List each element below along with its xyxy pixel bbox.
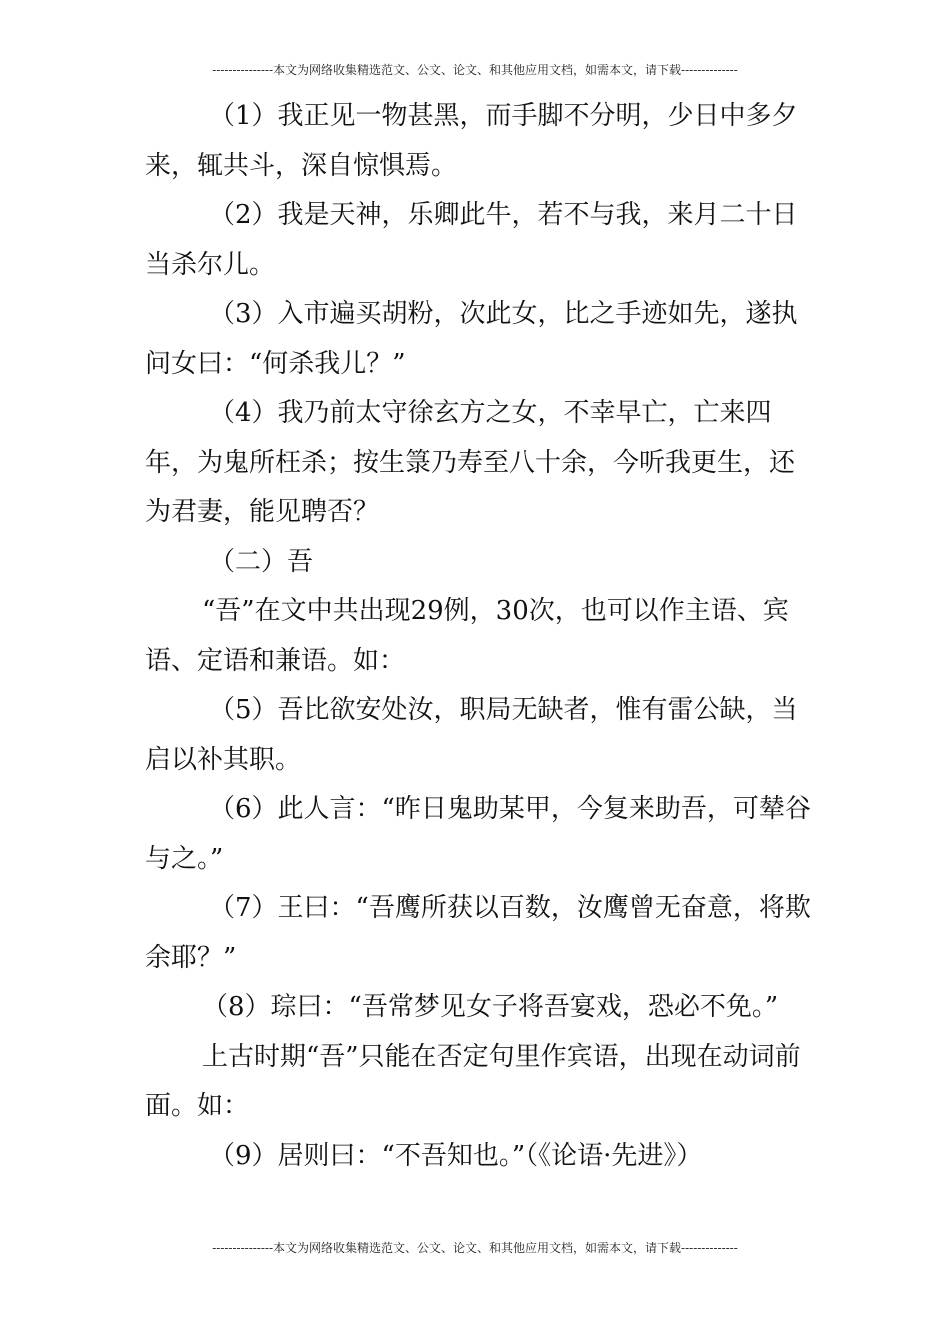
- body-paragraph-ancient-usage: 上古时期“吾”只能在否定句里作宾语，出现在动词前面。如：: [145, 1041, 801, 1121]
- example-sentence-4: （4）我乃前太守徐玄方之女，不幸早亡，亡来四年，为鬼所枉杀；按生箓乃寿至八十余，今听我更生，还为君妻，能见聘否？: [145, 398, 796, 527]
- example-sentence-2: （2）我是天神，乐卿此牛，若不与我，来月二十日当杀尔儿。: [145, 200, 798, 280]
- example-sentence-3: （3）入市遍买胡粉，次此女，比之手迹如先，遂执问女曰：“何杀我儿？”: [145, 299, 798, 379]
- body-paragraph-wu-usage: “吾”在文中共出现29例，30次，也可以作主语、宾语、定语和兼语。如：: [145, 596, 789, 676]
- example-sentence-1: （1）我正见一物甚黑，而手脚不分明，少日中多夕来，辄共斗，深自惊惧焉。: [145, 101, 798, 181]
- example-sentence-8: （8）琮曰：“吾常梦见女子将吾宴戏，恐必不免。”: [202, 992, 779, 1022]
- example-sentence-5: （5）吾比欲安处汝，职局无缺者，惟有雷公缺，当启以补其职。: [145, 695, 798, 775]
- footer-banner: ---------------本文为网络收集精选范文、公文、论文、和其他应用文档，如需本文，请下载--------------: [212, 1241, 738, 1255]
- example-sentence-6: （6）此人言：“昨日鬼助某甲，今复来助吾，可辇谷与之。”: [145, 794, 811, 874]
- document-body: [145, 92, 820, 1181]
- example-sentence-9: （9）居则曰：“不吾知也。”（《论语·先进》）: [209, 1140, 703, 1171]
- header-banner: ---------------本文为网络收集精选范文、公文、论文、和其他应用文档，如需本文，请下载--------------: [212, 63, 738, 77]
- section-heading: （二）吾: [209, 546, 314, 577]
- example-sentence-7: （7）王曰：“吾鹰所获以百数，汝鹰曾无奋意，将欺余耶？”: [145, 893, 811, 973]
